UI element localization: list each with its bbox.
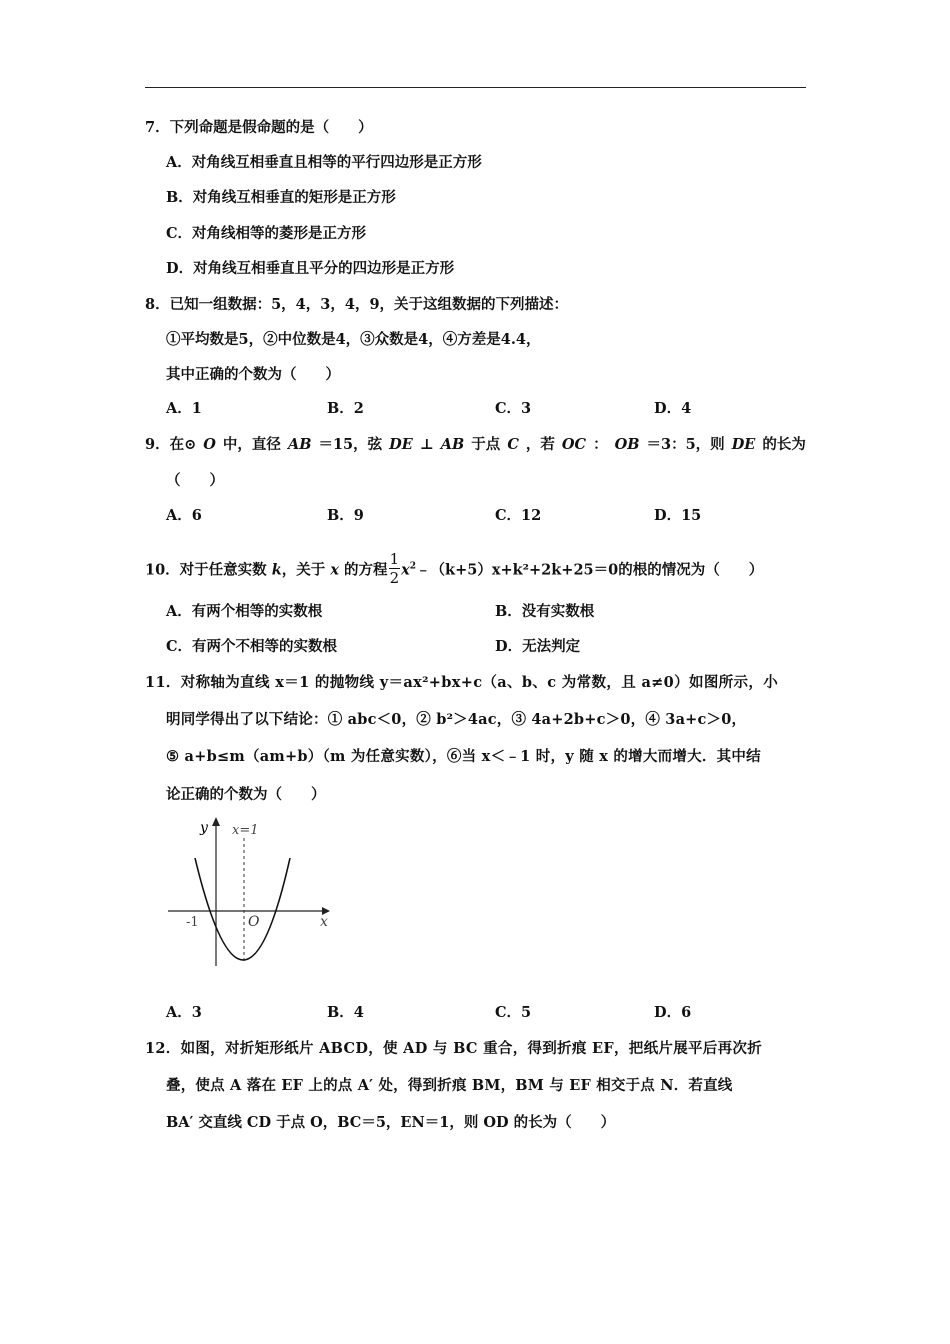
- q9-stem: [145, 435, 806, 455]
- q10-mid: ，关于: [281, 561, 331, 579]
- q12-line3: BA′ 交直线 CD 于点 O，BC＝5，EN＝1，则 OD 的长为（ ）: [166, 1114, 616, 1131]
- q10-eq-rest: ﹣（k+5）x+k²+2k+25＝0的根的情况为（ ）: [416, 561, 764, 579]
- q11-option-a: A．3: [166, 1004, 202, 1021]
- q10-option-d: D．无法判定: [495, 638, 581, 655]
- q7-option-b: B．对角线互相垂直的矩形是正方形: [166, 189, 396, 206]
- parabola-curve: [195, 858, 290, 960]
- q10-pre: 10．对于任意实数: [145, 561, 272, 579]
- q10-stem: 10．对于任意实数 k，关于 x 的方程 $\frac{1}{2}$ $x^2﹣(k+5)x+k^2+2k+25=0$的根的情况为（ ）: [145, 550, 764, 587]
- q10-option-b: B．没有实数根: [495, 603, 595, 620]
- y-axis-arrow: [212, 817, 220, 826]
- header-rule: [145, 87, 806, 88]
- q11-option-c: C．5: [495, 1004, 532, 1021]
- q9-part: C: [507, 436, 519, 453]
- q11-line2: 明同学得出了以下结论：① abc＜0，② b²＞4ac，③ 4a+2b+c＞0，④ 3a+c＞0，: [166, 711, 747, 728]
- q9-option-b: B．9: [327, 507, 364, 524]
- q9-part: 于点: [471, 436, 501, 453]
- q9-part: 9．在⊙: [145, 436, 197, 453]
- q9-part: ＝3：5，则: [646, 436, 725, 453]
- q9-part: 的长为: [762, 436, 806, 453]
- q9-option-a: A．6: [166, 507, 202, 524]
- q9-part: AB: [287, 436, 312, 453]
- q8-option-a: A．1: [166, 400, 202, 417]
- q9-part: O: [203, 436, 216, 453]
- q9-part: AB: [440, 436, 465, 453]
- q7-stem: 7．下列命题是假命题的是（ ）: [145, 119, 373, 136]
- origin-label: O: [248, 914, 260, 930]
- q8-stem: 8．已知一组数据：5，4，3，4，9，关于这组数据的下列描述：: [145, 296, 569, 313]
- q10-fraction: [389, 550, 401, 587]
- q11-line3: ⑤ a+b≤m（am+b）（m 为任意实数），⑥当 x＜﹣1 时，y 随 x 的增大而增大．其中结: [166, 748, 761, 765]
- q8-option-d: D．4: [654, 400, 692, 417]
- q7-option-d: D．对角线互相垂直且平分的四边形是正方形: [166, 260, 455, 277]
- q8-option-c: C．3: [495, 400, 532, 417]
- q9-part: DE: [389, 436, 413, 453]
- q10-option-a: A．有两个相等的实数根: [166, 603, 323, 620]
- q7-option-a: A．对角线互相垂直且相等的平行四边形是正方形: [166, 154, 482, 171]
- q11-option-b: B．4: [327, 1004, 364, 1021]
- q8-option-b: B．2: [327, 400, 364, 417]
- q9-part: OC: [561, 436, 587, 453]
- q11-line1: 11．对称轴为直线 x＝1 的抛物线 y＝ax²+bx+c（a、b、c 为常数，且 a≠0）如图所示，小: [145, 674, 779, 691]
- q10-option-c: C．有两个不相等的实数根: [166, 638, 338, 655]
- q11-option-d: D．6: [654, 1004, 692, 1021]
- q9-part: ⊥: [419, 436, 434, 453]
- q11-line4: 论正确的个数为（ ）: [166, 786, 326, 803]
- q12-line1: 12．如图，对折矩形纸片 ABCD，使 AD 与 BC 重合，得到折痕 EF，把纸片展平后再次折: [145, 1040, 762, 1057]
- q9-part: ＝15，弦: [318, 436, 383, 453]
- q10-k: k: [271, 561, 282, 579]
- q10-frac-num: 1: [389, 550, 400, 568]
- q9-part: OB: [614, 436, 640, 453]
- q9-part: 中，直径: [222, 436, 281, 453]
- y-label: y: [200, 820, 208, 836]
- x-label: x: [320, 914, 328, 930]
- q8-ask: 其中正确的个数为（ ）: [166, 366, 340, 383]
- parabola-figure: [160, 812, 340, 972]
- q9-part: ：: [593, 436, 608, 453]
- symmetry-label: x=1: [232, 823, 259, 838]
- neg-one-label: -1: [186, 915, 199, 930]
- q9-option-d: D．15: [654, 507, 702, 524]
- q7-option-c: C．对角线相等的菱形是正方形: [166, 225, 367, 242]
- q10-x: x: [330, 561, 339, 579]
- q10-eq-pre: 的方程: [339, 561, 388, 579]
- q9-part: DE: [731, 436, 756, 453]
- q10-frac-den: 2: [389, 569, 400, 587]
- q9-part: ，若: [525, 436, 555, 453]
- q12-line2: 叠，使点 A 落在 EF 上的点 A′ 处，得到折痕 BM，BM 与 EF 相交于点 N．若直线: [166, 1077, 733, 1094]
- q9-option-c: C．12: [495, 507, 542, 524]
- q8-statements: ①平均数是5，②中位数是4，③众数是4，④方差是4.4，: [166, 331, 541, 348]
- q9-paren: （ ）: [166, 472, 224, 489]
